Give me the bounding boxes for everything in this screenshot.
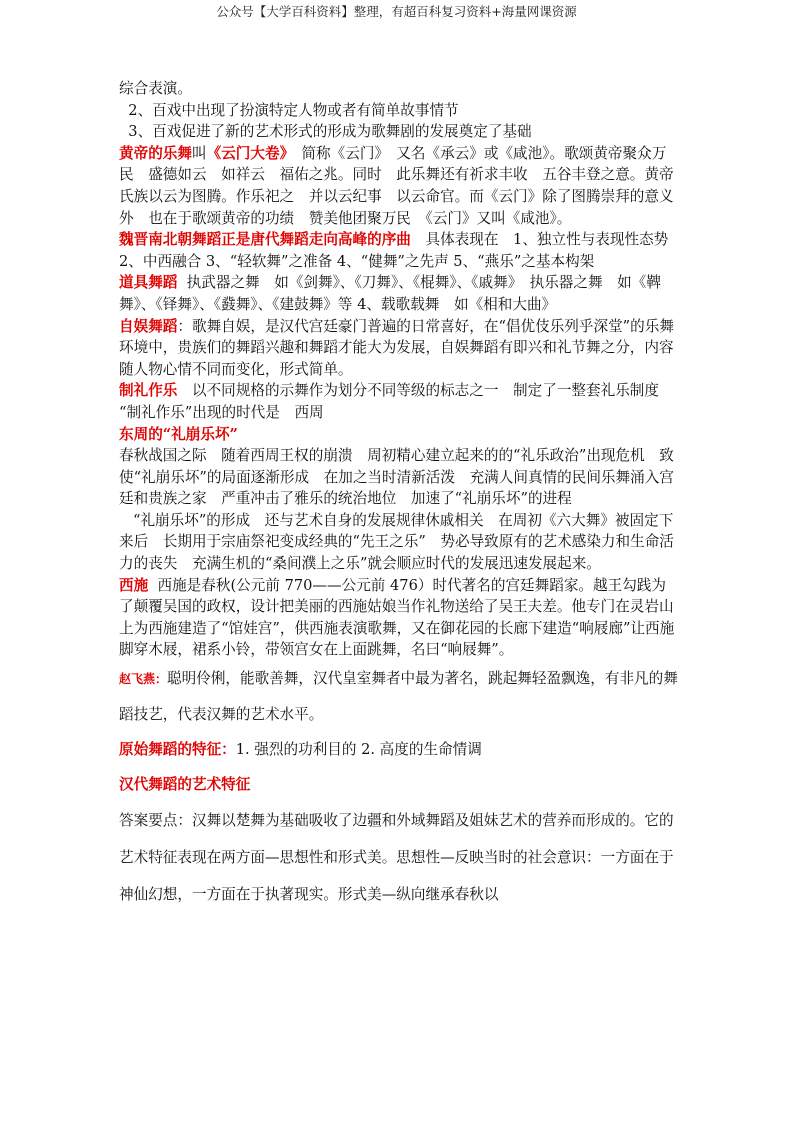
dongzhou-paragraph-2: “礼崩乐坏”的形成 还与艺术自身的发展规律休戚相关 在周初《六大舞》被固定下来后 长期用于宗庙祭祀变成经典的“先王之乐” 势必导致原有的艺术感染力和生命活力的丧失 充满生机的“桑间濮上之乐”就会顺应时代的发展迅速发展起来。 (119, 511, 674, 573)
ziyu-term: 自娱舞蹈 (119, 317, 178, 335)
section-zhili (119, 380, 679, 423)
paragraph-baixi-3: 3、百戏促进了新的艺术形式的形成为歌舞剧的发展奠定了基础 (119, 123, 532, 141)
handai-body: 答案要点：汉舞以楚舞为基础吸收了边疆和外域舞蹈及姐妹艺术的营养而形成的。它的艺术特征表现在两方面—思想性和形式美。思想性—反映当时的社会意识：一方面在于神仙幻想，一方面在于执著现实。形式美—纵向继承春秋以 (119, 812, 674, 904)
dongzhou-paragraph-1: 春秋战国之际 随着西周王权的崩溃 周初精心建立起来的的“礼乐政治”出现危机 致使“礼崩乐坏”的局面逐渐形成 在加之当时清新活泼 充满人间真情的民间乐舞涌入宫廷和贵族之家 严重冲击了雅乐的统治地位 加速了“礼崩乐坏”的进程 (119, 447, 674, 508)
huangdi-term: 黄帝的乐舞 (119, 144, 192, 162)
xishi-body: 西施是春秋(公元前 770——公元前 476）时代著名的宫廷舞蹈家。越王勾践为了颠覆吴国的政权，设计把美丽的西施姑娘当作礼物送给了吴王夫差。他专门在灵岩山上为西施建造了“馆娃宫”，供西施表演歌舞，又在御花园的长廊下建造“响屐廊”让西施脚穿木屐，裙系小铃，带领宫女在上面跳舞，名曰“响屐舞”。 (119, 576, 675, 659)
huangdi-body: 简称《云门》 又名《承云》或《咸池》。歌颂黄帝聚众万民 盛德如云 如祥云 福佑之兆。同时 此乐舞还有祈求丰收 五谷丰登之意。黄帝氏族以云为图腾。作乐祀之 并以云纪事 以云命官。而《云门》除了图腾崇拜的意义外 也在于歌颂黄帝的功绩 赞美他团聚万民 《云门》又叫《咸池》。 (119, 144, 674, 227)
xishi-term: 西施 (119, 576, 149, 594)
zhili-term: 制礼作乐 (119, 382, 178, 400)
yuanshi-body: 1. 强烈的功利目的 2. 高度的生命情调 (235, 741, 482, 759)
dongzhou-heading: 东周的“礼崩乐坏” (119, 425, 238, 443)
daoju-body: 执武器之舞 如《剑舞》、《刀舞》、《棍舞》、《戚舞》 执乐器之舞 如《鞞舞》、《铎舞》、《鼗舞》、《建鼓舞》等 4、载歌载舞 如《相和大曲》 (119, 274, 661, 313)
weijin-term: 魏晋南北朝舞蹈正是唐代舞蹈走向高峰的序曲 (119, 231, 411, 249)
section-xishi (119, 575, 679, 661)
paragraph-intro: 综合表演。 (119, 80, 192, 97)
section-weijin (119, 229, 679, 272)
section-yuanshi (119, 732, 679, 767)
ziyu-body: ：歌舞自娱，是汉代宫廷豪门普遍的日常喜好，在“倡优伎乐列乎深堂”的乐舞环境中，贵族们的舞蹈兴趣和舞蹈才能大为发展，自娱舞蹈有即兴和礼节舞之分，内容随人物心情不同而变化，形式简单。 (119, 317, 674, 378)
daoju-term: 道具舞蹈 (119, 274, 178, 292)
weijin-body: 具体表现在 1、独立性与表现性态势 2、中西融合 3、“轻软舞”之准备 4、“健舞”之先声 5、“燕乐”之基本构架 (119, 231, 669, 270)
zhaofeiyan-body: 聪明伶俐，能歌善舞，汉代皇室舞者中最为著名，跳起舞轻盈飘逸，有非凡的舞蹈技艺，代表汉舞的艺术水平。 (119, 670, 678, 724)
paragraph-baixi-2: 2、百戏中出现了扮演特定人物或者有简单故事情节 (119, 101, 459, 119)
zhaofeiyan-term: 赵飞燕 (119, 672, 156, 687)
yuanshi-term: 原始舞蹈的特征： (119, 741, 236, 759)
handai-heading: 汉代舞蹈的艺术特征 (119, 776, 251, 794)
section-huangdi (119, 143, 679, 229)
huangdi-connector: 叫 (191, 144, 207, 162)
zhili-body: 以不同规格的示舞作为划分不同等级的标志之一 制定了一整套礼乐制度 “制礼作乐”出现的时代是 西周 (119, 382, 659, 421)
section-daoju (119, 272, 679, 315)
zhaofeiyan-sep: ： (155, 672, 168, 687)
yunmen-title: 《云门大卷》 (206, 144, 287, 162)
section-ziyu (119, 316, 679, 381)
section-zhaofeiyan (119, 661, 679, 732)
document-body (119, 78, 679, 913)
page-header: 公众号【大学百科资料】整理，有超百科复习资料+海量网课资源 (216, 4, 577, 19)
